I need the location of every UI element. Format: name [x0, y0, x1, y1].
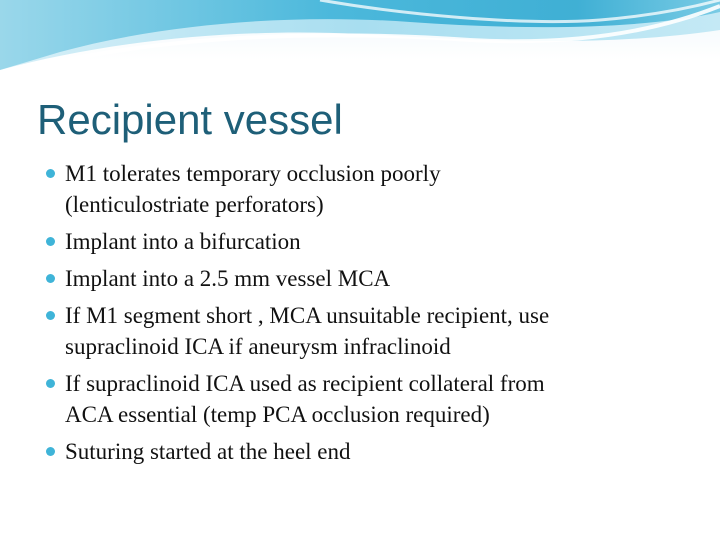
- bullet-item: [46, 300, 686, 362]
- bullet-text: supraclinoid ICA if aneurysm infraclinoid: [65, 334, 451, 359]
- bullet-text: Implant into a bifurcation: [65, 229, 301, 254]
- header-wave-decoration: [0, 0, 720, 90]
- bullet-item: [46, 436, 686, 467]
- slide-title: Recipient vessel: [37, 96, 343, 143]
- bullet-text: Suturing started at the heel end: [65, 439, 351, 464]
- bullet-item: [46, 263, 686, 294]
- bullet-dot-icon: [46, 237, 55, 246]
- bullet-dot-icon: [46, 169, 55, 178]
- bullet-text: If M1 segment short , MCA unsuitable recipient, use: [65, 303, 550, 328]
- bullet-item: [46, 226, 686, 257]
- bullet-dot-icon: [46, 311, 55, 320]
- bullet-item: [46, 368, 686, 430]
- bullet-dot-icon: [46, 274, 55, 283]
- bullet-item: [46, 158, 686, 220]
- bullet-text: ACA essential (temp PCA occlusion required): [65, 402, 490, 427]
- bullet-text: Implant into a 2.5 mm vessel MCA: [65, 266, 391, 291]
- bullet-dot-icon: [46, 379, 55, 388]
- bullet-list: [46, 158, 686, 473]
- bullet-dot-icon: [46, 447, 55, 456]
- bullet-text: M1 tolerates temporary occlusion poorly: [65, 161, 441, 186]
- bullet-text: If supraclinoid ICA used as recipient collateral from: [65, 371, 545, 396]
- bullet-text: (lenticulostriate perforators): [65, 192, 324, 217]
